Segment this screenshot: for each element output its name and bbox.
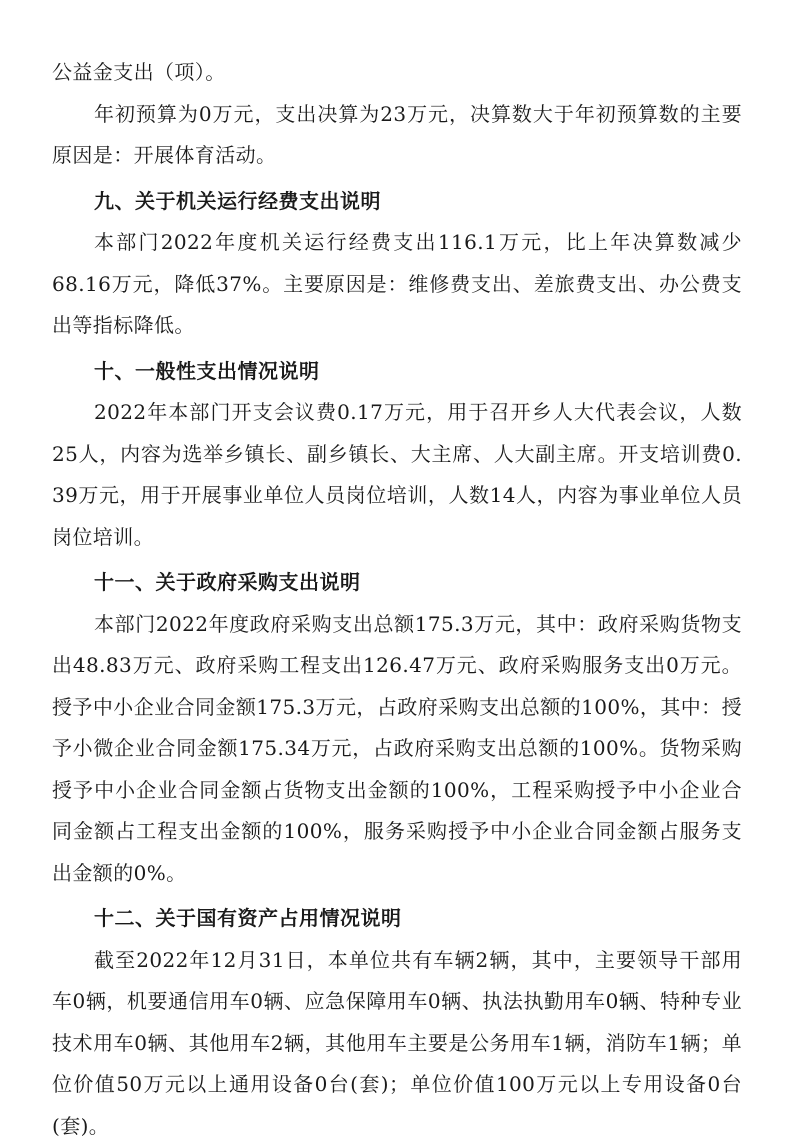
heading-section-9: 九、关于机关运行经费支出说明 [52,181,742,223]
paragraph-budget-note: 年初预算为0万元，支出决算为23万元，决算数大于年初预算数的主要原因是：开展体育活动。 [52,94,742,177]
heading-section-11: 十一、关于政府采购支出说明 [52,562,742,604]
document-page [52,52,742,1147]
paragraph-section-12: 截至2022年12月31日，本单位共有车辆2辆，其中，主要领导干部用车0辆，机要通信用车0辆、应急保障用车0辆、执法执勤用车0辆、特种专业技术用车0辆、其他用车2辆，其他用车主要是公务用车1辆，消防车1辆；单位价值50万元以上通用设备0台(套)；单位价值100万元以上专用设备0台(套)。 [52,940,742,1147]
heading-section-10: 十、一般性支出情况说明 [52,351,742,393]
paragraph-section-11: 本部门2022年度政府采购支出总额175.3万元，其中：政府采购货物支出48.83万元、政府采购工程支出126.47万元、政府采购服务支出0万元。授予中小企业合同金额175.3万元，占政府采购支出总额的100%，其中：授予小微企业合同金额175.34万元，占政府采购支出总额的100%。货物采购授予中小企业合同金额占货物支出金额的100%，工程采购授予中小企业合同金额占工程支出金额的100%，服务采购授予中小企业合同金额占服务支出金额的0%。 [52,604,742,895]
paragraph-section-9: 本部门2022年度机关运行经费支出116.1万元，比上年决算数减少68.16万元，降低37%。主要原因是：维修费支出、差旅费支出、办公费支出等指标降低。 [52,222,742,347]
heading-section-12: 十二、关于国有资产占用情况说明 [52,898,742,940]
paragraph-section-10: 2022年本部门开支会议费0.17万元，用于召开乡人大代表会议，人数25人，内容为选举乡镇长、副乡镇长、大主席、人大副主席。开支培训费0. 39万元，用于开展事业单位人员岗位培训，人数14人，内容为事业单位人员岗位培训。 [52,392,742,558]
paragraph-continuation: 公益金支出（项）。 [52,52,742,94]
